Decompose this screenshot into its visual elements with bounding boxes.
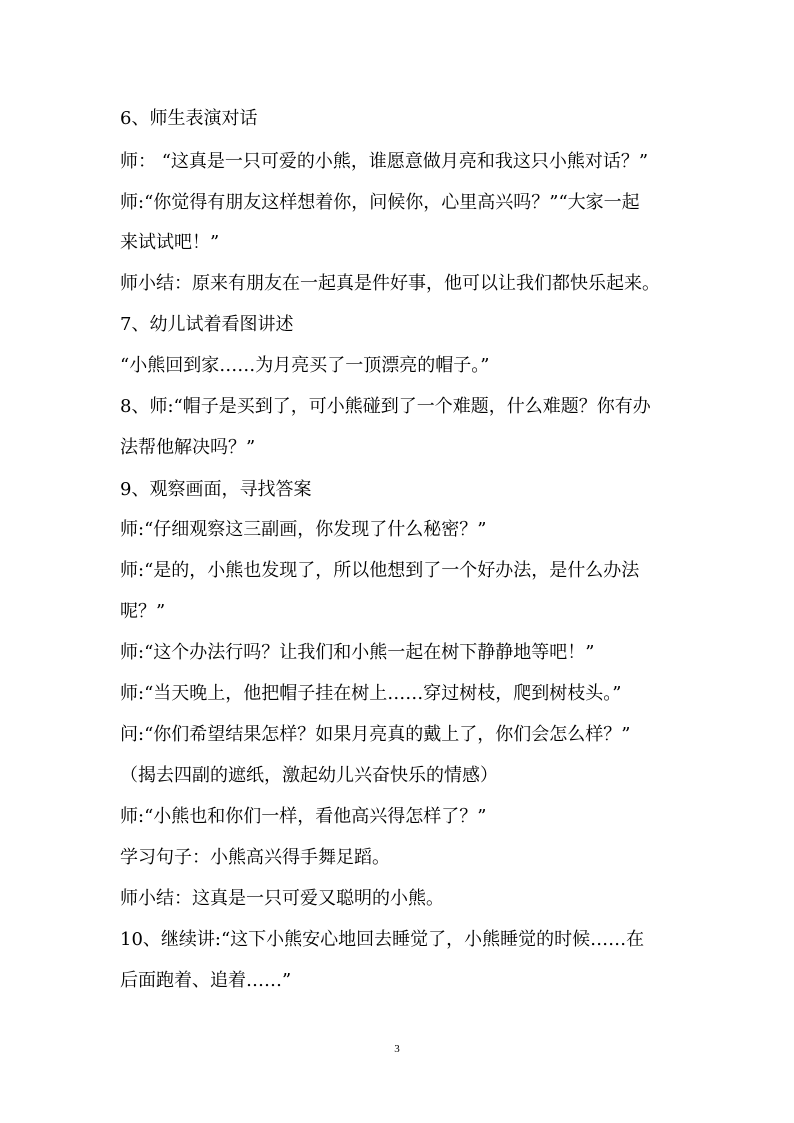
dialogue-line: 师： “这真是一只可爱的小熊，谁愿意做月亮和我这只小熊对话？” xyxy=(120,151,649,172)
narration-line-continued: 后面跑着、追着……” xyxy=(120,970,292,991)
dialogue-line: 师:“这个办法行吗？让我们和小熊一起在树下静静地等吧！” xyxy=(120,642,595,663)
page-number: 3 xyxy=(394,1043,400,1055)
summary-line: 师小结：这真是一只可爱又聪明的小熊。 xyxy=(120,888,444,909)
dialogue-line: 师:“仔细观察这三副画，你发现了什么秘密？” xyxy=(120,519,487,540)
narration-line: “小熊回到家……为月亮买了一顶漂亮的帽子。” xyxy=(120,355,490,376)
dialogue-line-continued: 呢？” xyxy=(120,601,166,622)
dialogue-line: 师:“是的，小熊也发现了，所以他想到了一个好办法，是什么办法 xyxy=(120,560,640,581)
summary-line: 师小结：原来有朋友在一起真是件好事，他可以让我们都快乐起来。 xyxy=(120,273,660,294)
section-heading-8: 8、师:“帽子是买到了，可小熊碰到了一个难题，什么难题？你有办 xyxy=(120,396,651,417)
section-heading-9: 9、观察画面，寻找答案 xyxy=(120,479,312,500)
dialogue-line: 师:“当天晚上，他把帽子挂在树上……穿过树枝，爬到树枝头。” xyxy=(120,683,622,704)
dialogue-line: 师:“你觉得有朋友这样想着你，问候你，心里高兴吗？”“大家一起 xyxy=(120,192,640,213)
dialogue-line: 师:“小熊也和你们一样，看他高兴得怎样了？” xyxy=(120,806,487,827)
section-heading-10: 10、继续讲:“这下小熊安心地回去睡觉了，小熊睡觉的时候……在 xyxy=(120,929,645,950)
learning-sentence: 学习句子：小熊高兴得手舞足蹈。 xyxy=(120,847,390,868)
dialogue-line-continued: 来试试吧！” xyxy=(120,232,220,253)
question-line: 问:“你们希望结果怎样？如果月亮真的戴上了，你们会怎么样？” xyxy=(120,724,631,745)
section-heading-7: 7、幼儿试着看图讲述 xyxy=(120,314,294,335)
stage-direction: （揭去四副的遮纸，激起幼儿兴奋快乐的情感） xyxy=(120,765,498,786)
dialogue-line-continued: 法帮他解决吗？” xyxy=(120,437,256,458)
section-heading-6: 6、师生表演对话 xyxy=(120,108,258,129)
